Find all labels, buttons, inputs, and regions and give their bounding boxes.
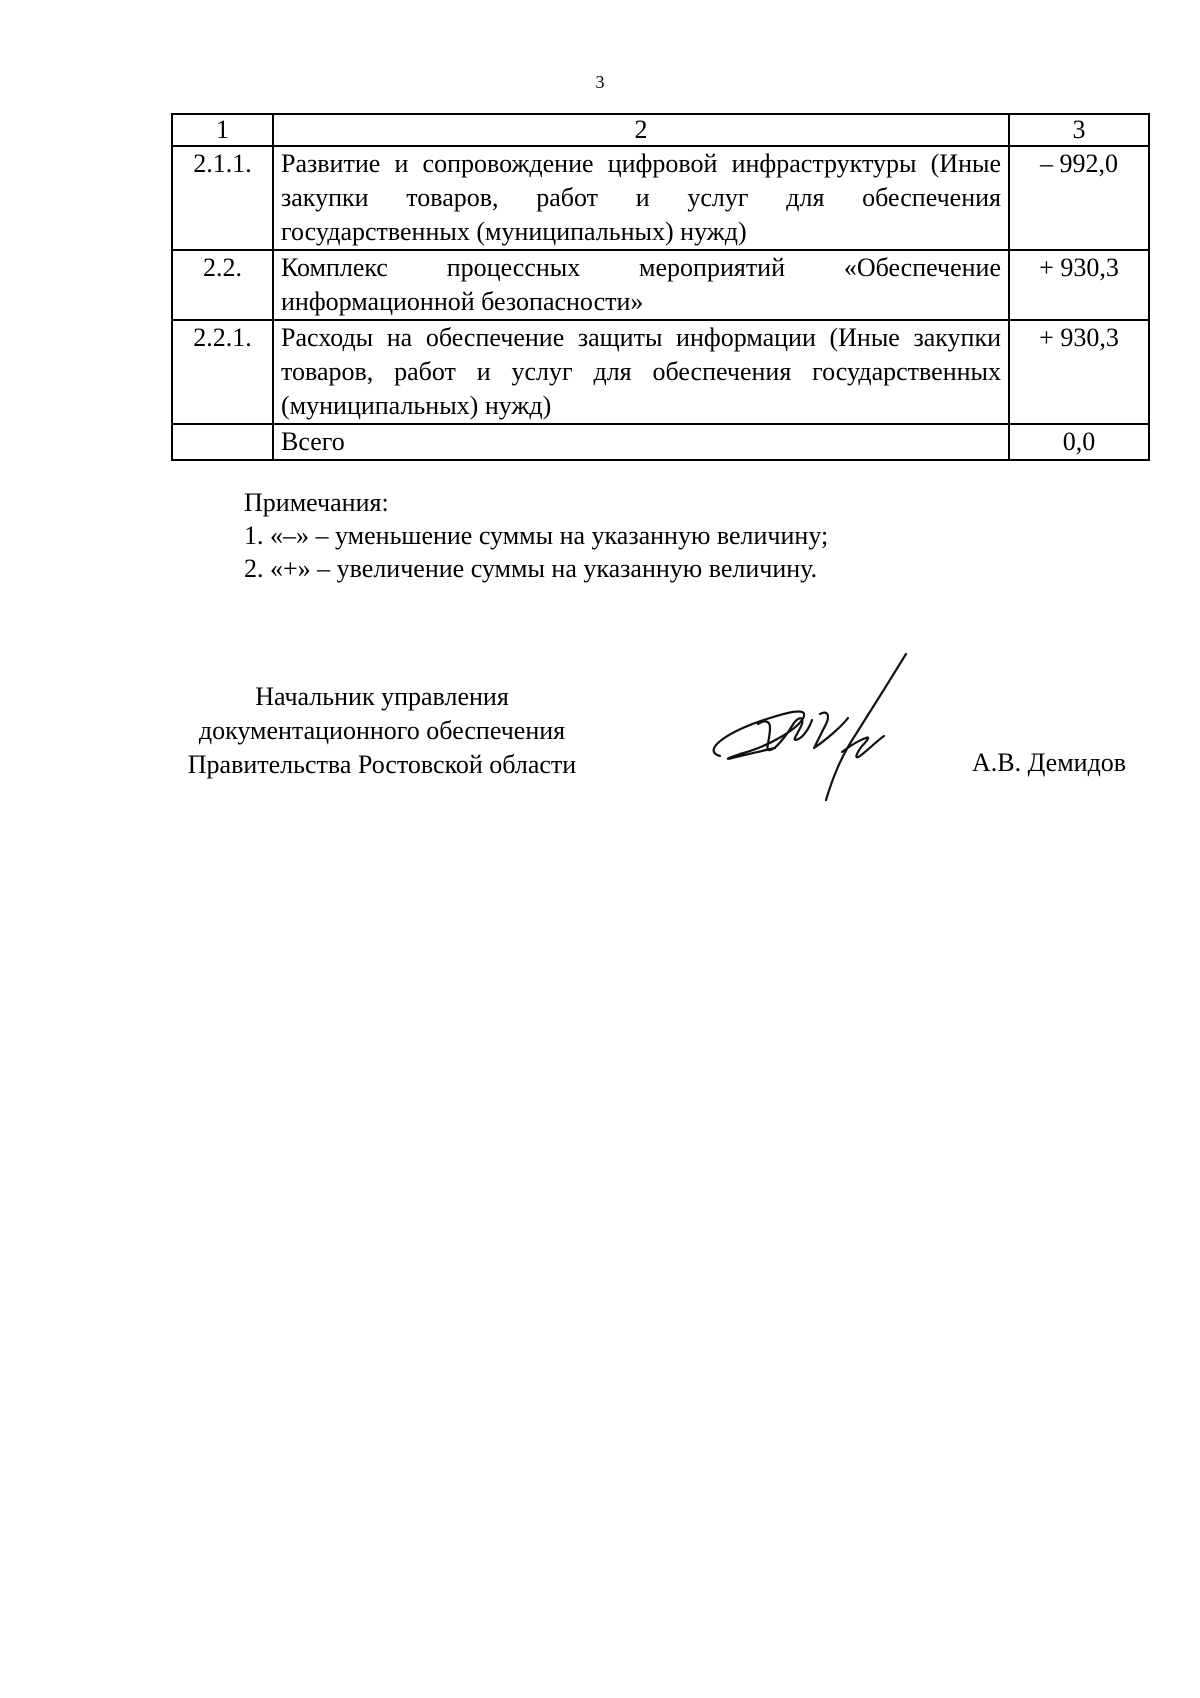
note-item: 2. «+» – увеличение суммы на указанную величину. bbox=[244, 554, 818, 583]
table-row bbox=[172, 146, 1149, 250]
total-label: Всего bbox=[273, 424, 1009, 460]
table-row bbox=[172, 320, 1149, 424]
handwritten-signature bbox=[670, 650, 970, 820]
row-amount: + 930,3 bbox=[1009, 320, 1149, 424]
row-amount: – 992,0 bbox=[1009, 146, 1149, 250]
row-number: 2.1.1. bbox=[172, 146, 273, 250]
row-number: 2.2.1. bbox=[172, 320, 273, 424]
signatory-position bbox=[162, 680, 602, 782]
signatory-name: А.В. Демидов bbox=[972, 748, 1127, 777]
position-line: документационного обеспечения bbox=[198, 716, 566, 745]
header-cell-2: 2 bbox=[273, 114, 1009, 146]
row-amount: + 930,3 bbox=[1009, 250, 1149, 320]
note-item: 1. «–» – уменьшение суммы на указанную величину; bbox=[244, 521, 829, 550]
header-cell-3: 3 bbox=[1009, 114, 1149, 146]
row-description: Комплекс процессных мероприятий «Обеспечение информационной безопасности» bbox=[273, 250, 1009, 320]
table-row bbox=[172, 250, 1149, 320]
position-line: Начальник управления bbox=[255, 682, 509, 711]
table-total-row bbox=[172, 424, 1149, 460]
row-number bbox=[172, 424, 273, 460]
page-number: 3 bbox=[595, 72, 605, 92]
row-number: 2.2. bbox=[172, 250, 273, 320]
notes-section bbox=[244, 486, 828, 585]
row-description: Развитие и сопровождение цифровой инфраструктуры (Иные закупки товаров, работ и услуг для обеспечения государственных (муниципальных) нужд) bbox=[273, 146, 1009, 250]
table-header-row bbox=[172, 114, 1149, 146]
row-description: Расходы на обеспечение защиты информации (Иные закупки товаров, работ и услуг для обеспечения государственных (муниципальных) нужд) bbox=[273, 320, 1009, 424]
position-line: Правительства Ростовской области bbox=[187, 750, 577, 779]
total-amount: 0,0 bbox=[1009, 424, 1149, 460]
notes-title: Примечания: bbox=[244, 488, 389, 517]
amendments-table bbox=[171, 113, 1150, 461]
header-cell-1: 1 bbox=[172, 114, 273, 146]
